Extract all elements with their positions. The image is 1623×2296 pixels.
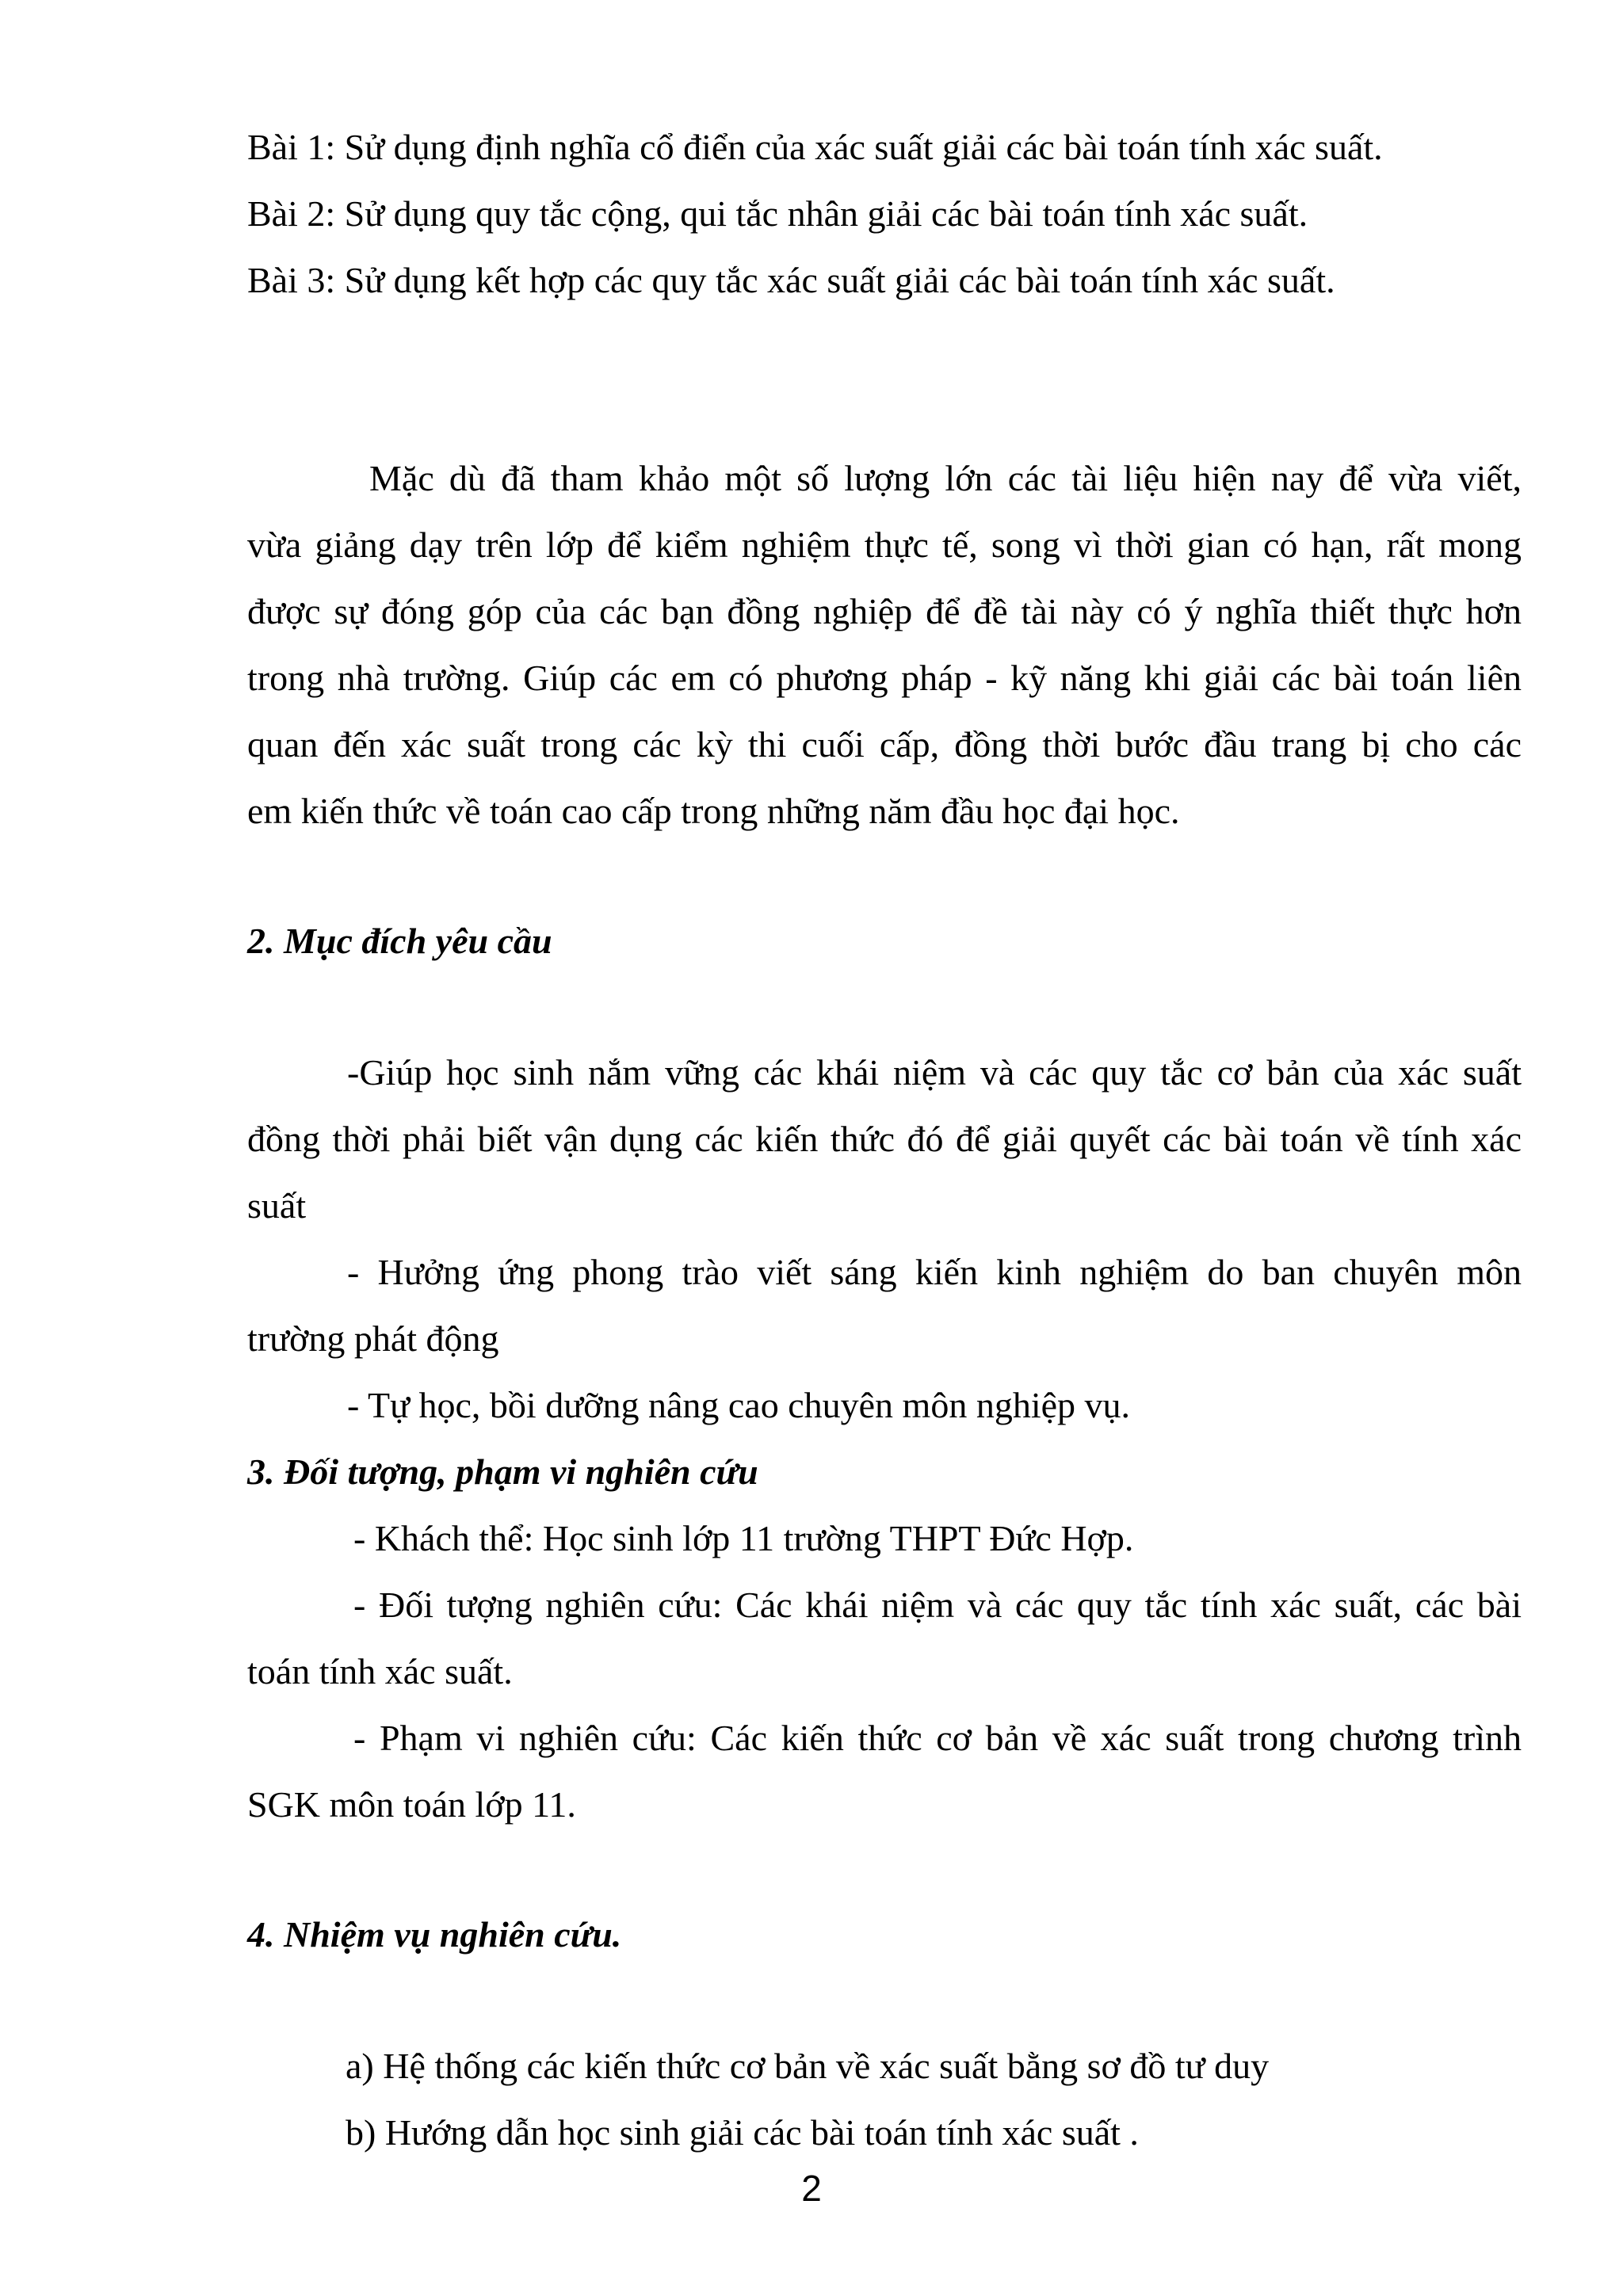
section-2-line: - Tự học, bồi dưỡng nâng cao chuyên môn nghiệp vụ. xyxy=(347,1385,1131,1425)
intro-item-1: Bài 1: Sử dụng định nghĩa cổ điển của xác suất giải các bài toán tính xác suất. xyxy=(247,127,1383,167)
section-2-line: suất xyxy=(247,1185,307,1226)
intro-item-3: Bài 3: Sử dụng kết hợp các quy tắc xác suất giải các bài toán tính xác suất. xyxy=(247,260,1335,300)
section-2-line: trường phát động xyxy=(247,1318,499,1359)
section-2-line: - Hưởng ứng phong trào viết sáng kiến kinh nghiệm do ban chuyên môn xyxy=(347,1252,1522,1292)
paragraph-line: Mặc dù đã tham khảo một số lượng lớn các tài liệu hiện nay để vừa viết, xyxy=(369,458,1522,498)
section-3-line: toán tính xác suất. xyxy=(247,1651,513,1691)
paragraph-line: quan đến xác suất trong các kỳ thi cuối cấp, đồng thời bước đầu trang bị cho các xyxy=(247,724,1522,765)
section-3-line: - Đối tượng nghiên cứu: Các khái niệm và các quy tắc tính xác suất, các bài xyxy=(353,1585,1522,1625)
section-3-heading: 3. Đối tượng, phạm vi nghiên cứu xyxy=(247,1451,758,1492)
section-2-heading: 2. Mục đích yêu cầu xyxy=(247,921,552,961)
section-2-line: đồng thời phải biết vận dụng các kiến thức đó để giải quyết các bài toán về tính xác xyxy=(247,1119,1522,1159)
section-3-line: SGK môn toán lớp 11. xyxy=(247,1784,576,1825)
paragraph-line: em kiến thức về toán cao cấp trong những năm đầu học đại học. xyxy=(247,791,1180,831)
section-2-line: -Giúp học sinh nắm vững các khái niệm và các quy tắc cơ bản của xác suất xyxy=(347,1052,1522,1093)
section-4-item: b) Hướng dẫn học sinh giải các bài toán tính xác suất . xyxy=(346,2112,1139,2153)
section-3-line: - Phạm vi nghiên cứu: Các kiến thức cơ bản về xác suất trong chương trình xyxy=(353,1718,1522,1758)
paragraph-line: được sự đóng góp của các bạn đồng nghiệp để đề tài này có ý nghĩa thiết thực hơn xyxy=(247,591,1522,631)
paragraph-line: trong nhà trường. Giúp các em có phương pháp - kỹ năng khi giải các bài toán liên xyxy=(247,658,1522,698)
section-4-item: a) Hệ thống các kiến thức cơ bản về xác suất bằng sơ đồ tư duy xyxy=(346,2046,1270,2086)
intro-item-2: Bài 2: Sử dụng quy tắc cộng, qui tắc nhân giải các bài toán tính xác suất. xyxy=(247,193,1308,234)
paragraph-line: vừa giảng dạy trên lớp để kiểm nghiệm thực tế, song vì thời gian có hạn, rất mong xyxy=(247,524,1522,565)
section-4-heading: 4. Nhiệm vụ nghiên cứu. xyxy=(247,1914,622,1955)
section-3-line: - Khách thể: Học sinh lớp 11 trường THPT Đức Hợp. xyxy=(353,1518,1134,1558)
page-number: 2 xyxy=(801,2168,822,2209)
